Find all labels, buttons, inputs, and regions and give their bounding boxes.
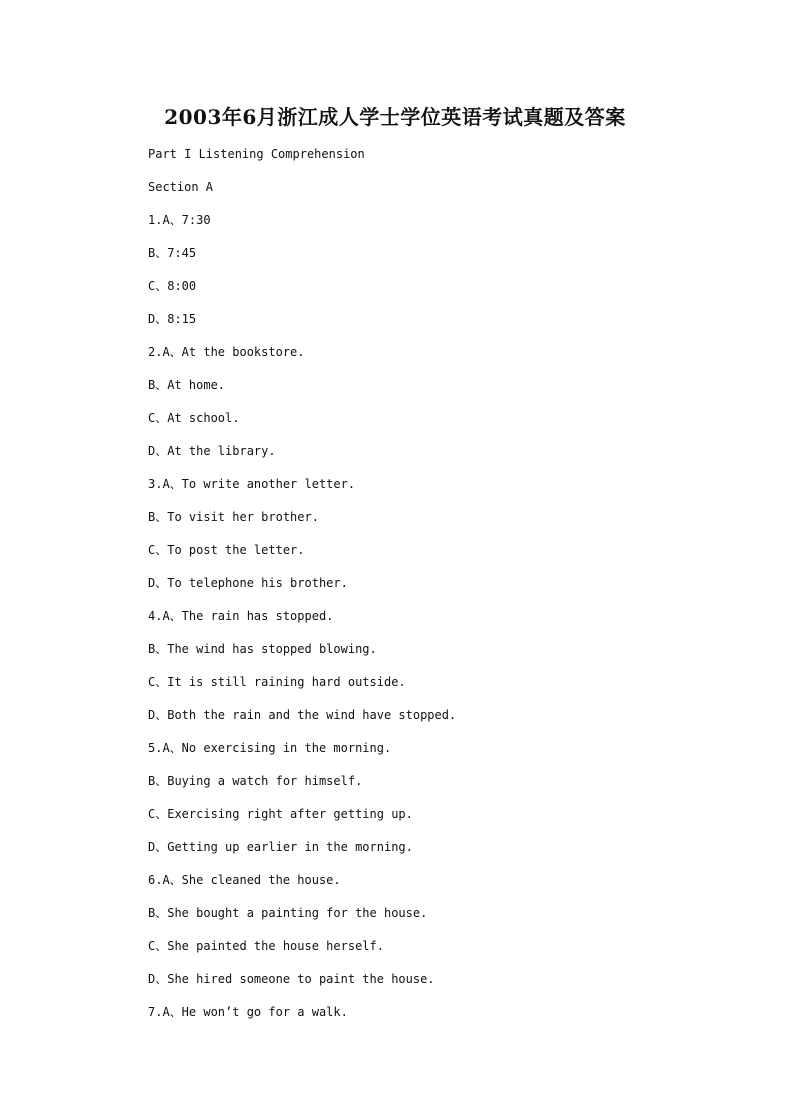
question-2-option-a: 2.A、At the bookstore. xyxy=(148,345,305,359)
section-heading-part-1: Part I Listening Comprehension xyxy=(148,147,365,161)
question-3-option-d: D、To telephone his brother. xyxy=(148,576,348,590)
question-1-option-a: 1.A、7:30 xyxy=(148,213,211,227)
question-4-option-c: C、It is still raining hard outside. xyxy=(148,675,406,689)
document-title: 2003年6月浙江成人学士学位英语考试真题及答案 xyxy=(164,105,626,129)
question-4-option-a: 4.A、The rain has stopped. xyxy=(148,609,334,623)
document-body xyxy=(148,146,456,1037)
question-7-option-a: 7.A、He won’t go for a walk. xyxy=(148,1005,348,1019)
question-6-option-d: D、She hired someone to paint the house. xyxy=(148,972,435,986)
question-3-option-a: 3.A、To write another letter. xyxy=(148,477,356,491)
question-3-option-b: B、To visit her brother. xyxy=(148,510,319,524)
section-heading-section-a: Section A xyxy=(148,180,214,194)
question-2-option-b: B、At home. xyxy=(148,378,226,392)
question-4-option-b: B、The wind has stopped blowing. xyxy=(148,642,377,656)
question-3-option-c: C、To post the letter. xyxy=(148,543,305,557)
question-5-option-d: D、Getting up earlier in the morning. xyxy=(148,840,413,854)
question-1-option-c: C、8:00 xyxy=(148,279,197,293)
question-2-option-c: C、At school. xyxy=(148,411,240,425)
question-6-option-b: B、She bought a painting for the house. xyxy=(148,906,428,920)
question-1-option-b: B、7:45 xyxy=(148,246,197,260)
question-6-option-c: C、She painted the house herself. xyxy=(148,939,384,953)
question-6-option-a: 6.A、She cleaned the house. xyxy=(148,873,341,887)
question-1-option-d: D、8:15 xyxy=(148,312,197,326)
question-5-option-b: B、Buying a watch for himself. xyxy=(148,774,363,788)
question-2-option-d: D、At the library. xyxy=(148,444,276,458)
question-5-option-a: 5.A、No exercising in the morning. xyxy=(148,741,392,755)
question-4-option-d: D、Both the rain and the wind have stopped. xyxy=(148,708,457,722)
question-5-option-c: C、Exercising right after getting up. xyxy=(148,807,413,821)
